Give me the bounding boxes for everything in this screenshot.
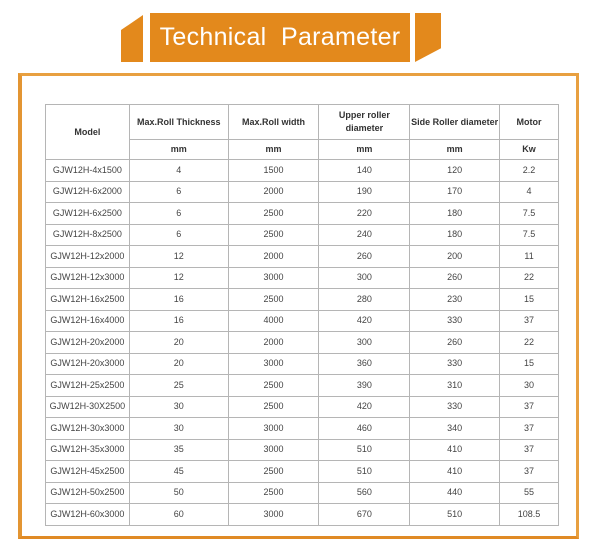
cell-model: GJW12H-16x4000 (46, 310, 130, 332)
table-row (46, 160, 559, 182)
cell-width: 2000 (228, 332, 319, 354)
cell-model: GJW12H-35x3000 (46, 439, 130, 461)
cell-model: GJW12H-60x3000 (46, 504, 130, 526)
unit-cell: mm (319, 140, 410, 160)
cell-width: 2000 (228, 246, 319, 268)
header-row (46, 105, 559, 140)
cell-thickness: 50 (129, 482, 228, 504)
header-max-roll-thickness: Max.Roll Thickness (129, 105, 228, 140)
cell-width: 2500 (228, 461, 319, 483)
cell-motor: 37 (500, 396, 559, 418)
cell-thickness: 35 (129, 439, 228, 461)
table-row (46, 203, 559, 225)
cell-model: GJW12H-20x2000 (46, 332, 130, 354)
banner-left-tab-decoration (121, 15, 143, 62)
cell-upper-roller: 510 (319, 439, 410, 461)
cell-model: GJW12H-25x2500 (46, 375, 130, 397)
cell-motor: 4 (500, 181, 559, 203)
table-row (46, 504, 559, 526)
cell-upper-roller: 140 (319, 160, 410, 182)
cell-model: GJW12H-30x3000 (46, 418, 130, 440)
cell-width: 3000 (228, 418, 319, 440)
cell-width: 2500 (228, 396, 319, 418)
cell-upper-roller: 240 (319, 224, 410, 246)
cell-side-roller: 510 (410, 504, 500, 526)
cell-motor: 7.5 (500, 224, 559, 246)
cell-width: 3000 (228, 439, 319, 461)
table-row (46, 332, 559, 354)
cell-side-roller: 410 (410, 461, 500, 483)
cell-motor: 108.5 (500, 504, 559, 526)
cell-motor: 37 (500, 461, 559, 483)
header-max-roll-width: Max.Roll width (228, 105, 319, 140)
cell-thickness: 25 (129, 375, 228, 397)
cell-upper-roller: 460 (319, 418, 410, 440)
cell-upper-roller: 260 (319, 246, 410, 268)
cell-upper-roller: 670 (319, 504, 410, 526)
table-row (46, 181, 559, 203)
header-model: Model (46, 105, 130, 160)
table-body (46, 160, 559, 526)
cell-thickness: 16 (129, 289, 228, 311)
cell-upper-roller: 190 (319, 181, 410, 203)
cell-upper-roller: 390 (319, 375, 410, 397)
cell-motor: 37 (500, 310, 559, 332)
cell-side-roller: 260 (410, 267, 500, 289)
cell-thickness: 16 (129, 310, 228, 332)
cell-side-roller: 410 (410, 439, 500, 461)
cell-width: 2000 (228, 181, 319, 203)
cell-side-roller: 180 (410, 203, 500, 225)
cell-upper-roller: 510 (319, 461, 410, 483)
table-row (46, 375, 559, 397)
cell-upper-roller: 280 (319, 289, 410, 311)
header-upper-roller-diameter: Upper roller diameter (319, 105, 410, 140)
cell-thickness: 30 (129, 418, 228, 440)
table-row (46, 418, 559, 440)
cell-thickness: 60 (129, 504, 228, 526)
cell-side-roller: 440 (410, 482, 500, 504)
unit-cell: mm (410, 140, 500, 160)
cell-side-roller: 310 (410, 375, 500, 397)
cell-side-roller: 230 (410, 289, 500, 311)
cell-motor: 7.5 (500, 203, 559, 225)
cell-model: GJW12H-6x2000 (46, 181, 130, 203)
unit-cell: mm (129, 140, 228, 160)
cell-model: GJW12H-12x2000 (46, 246, 130, 268)
cell-model: GJW12H-20x3000 (46, 353, 130, 375)
cell-motor: 15 (500, 289, 559, 311)
cell-side-roller: 170 (410, 181, 500, 203)
cell-motor: 2.2 (500, 160, 559, 182)
table-row (46, 289, 559, 311)
cell-thickness: 6 (129, 181, 228, 203)
cell-model: GJW12H-8x2500 (46, 224, 130, 246)
cell-upper-roller: 300 (319, 267, 410, 289)
cell-side-roller: 340 (410, 418, 500, 440)
cell-motor: 55 (500, 482, 559, 504)
cell-thickness: 20 (129, 353, 228, 375)
cell-width: 4000 (228, 310, 319, 332)
unit-cell: Kw (500, 140, 559, 160)
cell-thickness: 45 (129, 461, 228, 483)
cell-thickness: 6 (129, 224, 228, 246)
cell-width: 2500 (228, 203, 319, 225)
cell-side-roller: 330 (410, 310, 500, 332)
cell-upper-roller: 420 (319, 396, 410, 418)
cell-width: 2500 (228, 289, 319, 311)
cell-thickness: 12 (129, 246, 228, 268)
cell-upper-roller: 420 (319, 310, 410, 332)
cell-model: GJW12H-6x2500 (46, 203, 130, 225)
cell-width: 2500 (228, 224, 319, 246)
cell-width: 2500 (228, 375, 319, 397)
banner-right-tab-decoration (415, 13, 441, 62)
cell-model: GJW12H-4x1500 (46, 160, 130, 182)
cell-side-roller: 200 (410, 246, 500, 268)
cell-motor: 22 (500, 332, 559, 354)
cell-width: 2500 (228, 482, 319, 504)
cell-thickness: 20 (129, 332, 228, 354)
table-row (46, 396, 559, 418)
cell-width: 1500 (228, 160, 319, 182)
cell-upper-roller: 360 (319, 353, 410, 375)
cell-side-roller: 260 (410, 332, 500, 354)
cell-motor: 37 (500, 418, 559, 440)
cell-side-roller: 330 (410, 396, 500, 418)
table-row (46, 267, 559, 289)
table-row (46, 353, 559, 375)
technical-parameter-table (45, 104, 559, 526)
table-row (46, 461, 559, 483)
cell-motor: 11 (500, 246, 559, 268)
cell-thickness: 30 (129, 396, 228, 418)
table-row (46, 224, 559, 246)
cell-upper-roller: 300 (319, 332, 410, 354)
cell-model: GJW12H-30X2500 (46, 396, 130, 418)
cell-upper-roller: 560 (319, 482, 410, 504)
cell-side-roller: 120 (410, 160, 500, 182)
cell-model: GJW12H-12x3000 (46, 267, 130, 289)
cell-motor: 22 (500, 267, 559, 289)
cell-thickness: 6 (129, 203, 228, 225)
table-row (46, 482, 559, 504)
cell-width: 3000 (228, 267, 319, 289)
cell-width: 3000 (228, 504, 319, 526)
cell-upper-roller: 220 (319, 203, 410, 225)
cell-width: 3000 (228, 353, 319, 375)
header-side-roller-diameter: Side Roller diameter (410, 105, 500, 140)
cell-model: GJW12H-45x2500 (46, 461, 130, 483)
cell-side-roller: 180 (410, 224, 500, 246)
cell-thickness: 4 (129, 160, 228, 182)
table-row (46, 246, 559, 268)
table-row (46, 439, 559, 461)
cell-motor: 15 (500, 353, 559, 375)
cell-thickness: 12 (129, 267, 228, 289)
cell-side-roller: 330 (410, 353, 500, 375)
cell-model: GJW12H-50x2500 (46, 482, 130, 504)
header-motor: Motor (500, 105, 559, 140)
cell-motor: 37 (500, 439, 559, 461)
cell-model: GJW12H-16x2500 (46, 289, 130, 311)
unit-cell: mm (228, 140, 319, 160)
table-row (46, 310, 559, 332)
page-title: Technical Parameter (150, 13, 410, 62)
cell-motor: 30 (500, 375, 559, 397)
